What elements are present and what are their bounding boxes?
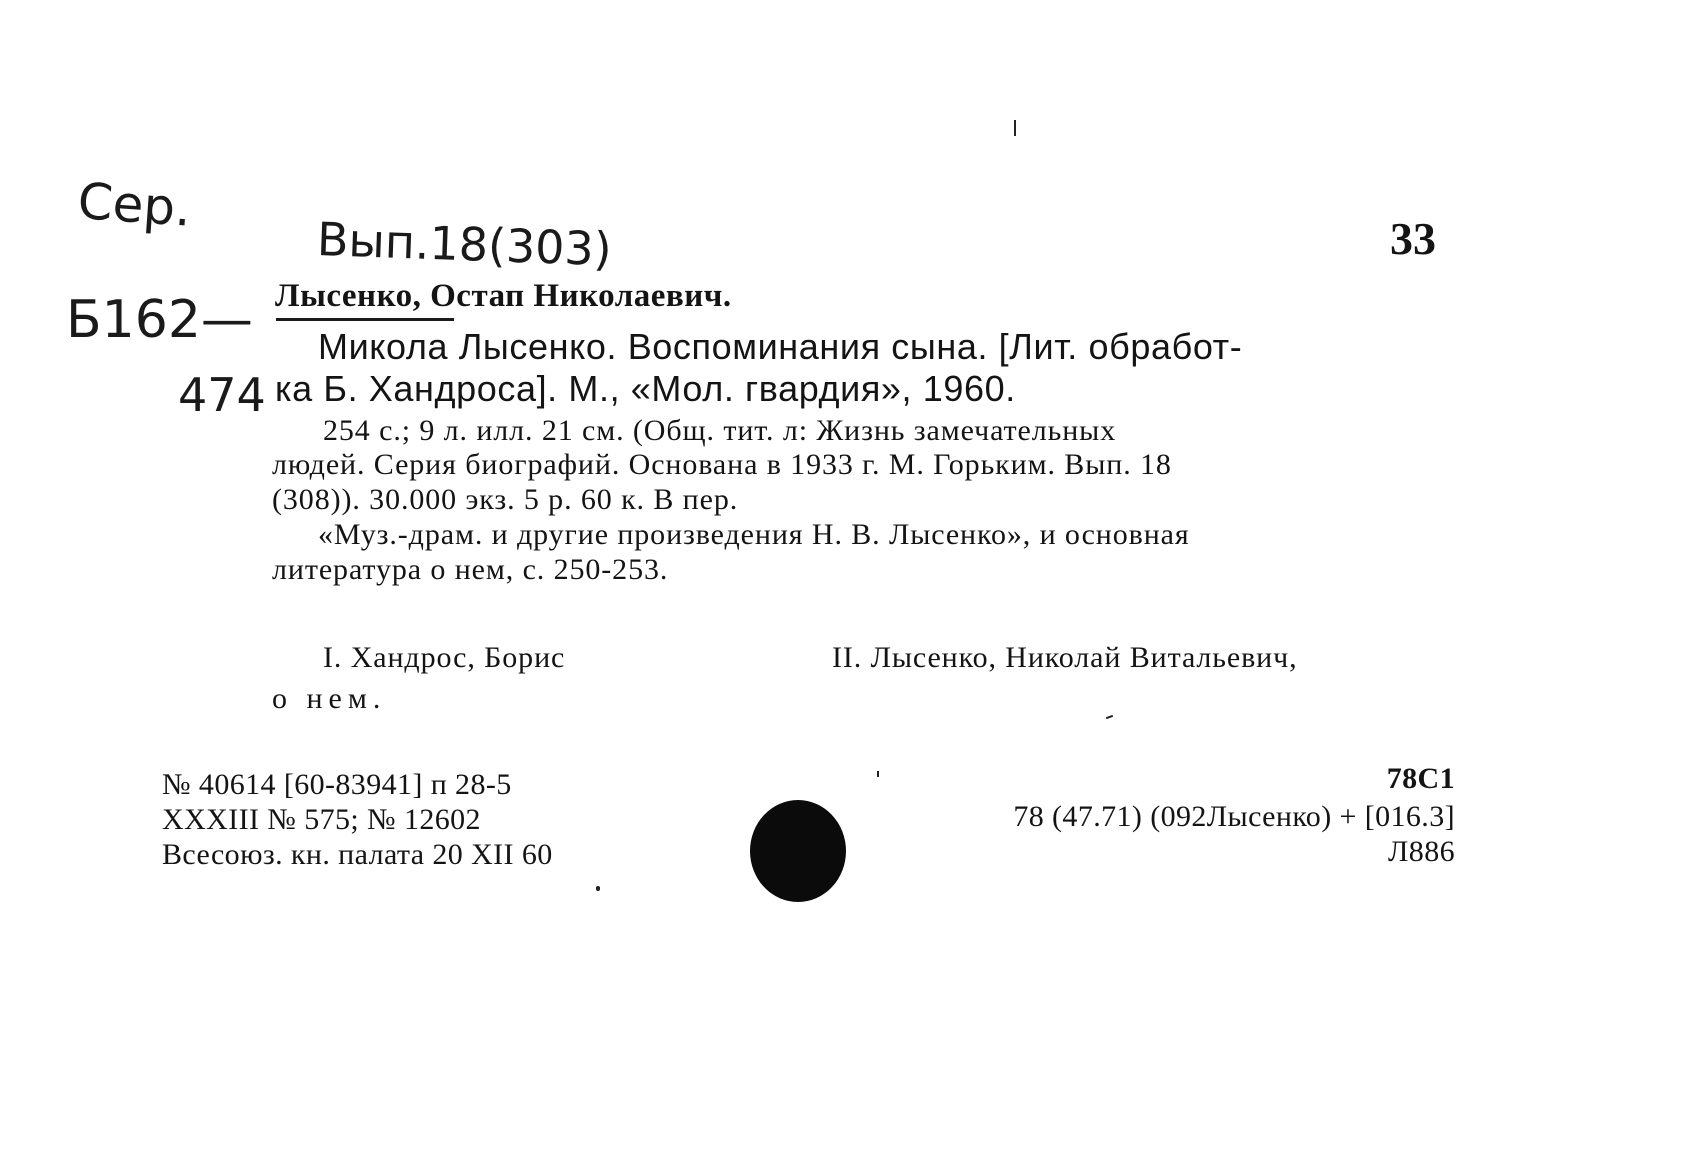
tracing-continuation: о нем. xyxy=(272,682,387,715)
handwritten-series-mark: Сер. xyxy=(75,172,194,238)
description-line-2: людей. Серия биографий. Основана в 1933 г. М. Горьким. Вып. 18 xyxy=(272,448,1172,481)
footer-left-line-1: № 40614 [60-83941] п 28-5 xyxy=(162,768,512,801)
note-line-1: «Муз.-драм. и другие произведения Н. В. Лысенко», и основная xyxy=(318,518,1190,551)
punch-hole xyxy=(750,800,846,902)
footer-right-line-3: Л886 xyxy=(1388,835,1455,868)
tracing-entry-1: I. Хандрос, Борис xyxy=(323,641,566,674)
card-number: 33 xyxy=(1390,213,1436,264)
title-line-1: Микола Лысенко. Воспоминания сына. [Лит. обработ- xyxy=(318,326,1243,367)
tracing-entry-2: II. Лысенко, Николай Витальевич, xyxy=(832,641,1298,674)
footer-left-line-2: XXXIII № 575; № 12602 xyxy=(162,803,481,836)
heading-underline xyxy=(276,318,454,321)
handwritten-shelf-mark: Б162— xyxy=(66,290,253,350)
author-heading: Лысенко, Остап Николаевич. xyxy=(275,278,732,314)
footer-right-line-1: 78С1 xyxy=(1386,762,1455,795)
scan-speck xyxy=(1014,120,1016,136)
handwritten-issue-mark: Вып.18(303) xyxy=(316,212,613,277)
title-line-2: ка Б. Хандроса]. М., «Мол. гвардия», 1960. xyxy=(275,368,1016,409)
scan-speck xyxy=(1106,715,1113,719)
footer-left-line-3: Всесоюз. кн. палата 20 XII 60 xyxy=(162,838,553,871)
description-line-3: (308)). 30.000 экз. 5 р. 60 к. В пер. xyxy=(272,483,739,516)
scan-speck xyxy=(877,771,879,777)
footer-right-line-2: 78 (47.71) (092Лысенко) + [016.3] xyxy=(1013,800,1455,833)
note-line-2: литература о нем, с. 250-253. xyxy=(272,553,669,586)
handwritten-cutter-mark: 474 xyxy=(178,368,266,422)
scan-speck xyxy=(596,886,600,891)
description-line-1: 254 с.; 9 л. илл. 21 см. (Общ. тит. л: Жизнь замечательных xyxy=(323,414,1117,447)
